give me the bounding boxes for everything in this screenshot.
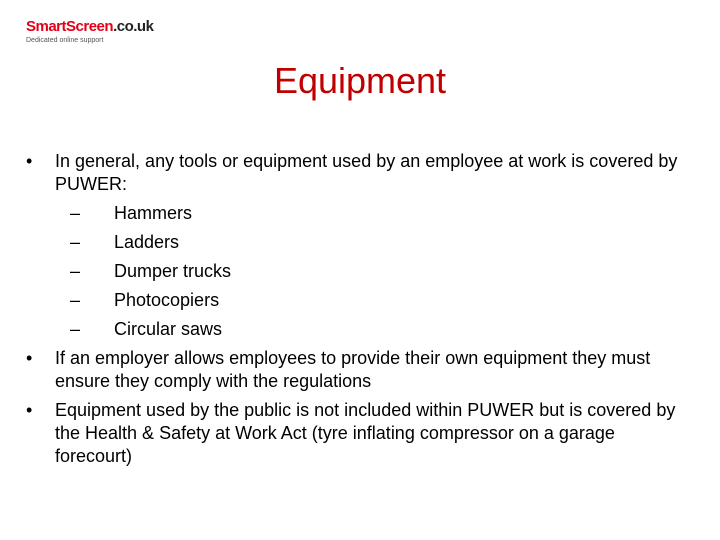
sub-dash: –: [70, 319, 81, 339]
brand-logo: [26, 18, 153, 45]
bullet-item: [26, 399, 686, 468]
logo-wordmark: [26, 18, 153, 35]
bullet-dot: •: [26, 348, 33, 368]
bullet-item: [26, 150, 686, 341]
slide-content: [26, 150, 686, 474]
logo-tagline: Dedicated online support: [26, 37, 104, 44]
sub-item: [55, 260, 686, 283]
sub-item: [55, 289, 686, 312]
sub-dash: –: [70, 203, 81, 223]
bullet-item: [26, 347, 686, 393]
sub-item: [55, 231, 686, 254]
slide-title: Equipment: [273, 60, 447, 101]
bullet-dot: •: [26, 400, 33, 420]
bullet-text: In general, any tools or equipment used by an employee at work is covered by PUWER:: [55, 151, 678, 194]
sub-item-text: Dumper trucks: [114, 261, 232, 281]
bullet-text: Equipment used by the public is not included within PUWER but is covered by the Health & Safety at Work Act (tyre inflating compressor on a garage forecourt): [55, 400, 676, 466]
sub-item: [55, 318, 686, 341]
sub-dash: –: [70, 261, 81, 281]
sub-item-text: Photocopiers: [114, 290, 220, 310]
sub-item-text: Ladders: [114, 232, 180, 252]
sub-item-text: Circular saws: [114, 319, 223, 339]
bullet-text: If an employer allows employees to provide their own equipment they must ensure they comply with the regulations: [55, 348, 651, 391]
sub-item: [55, 202, 686, 225]
sub-item-text: Hammers: [114, 203, 193, 223]
sub-dash: –: [70, 232, 81, 252]
sub-dash: –: [70, 290, 81, 310]
logo-brand-text: SmartScreen: [26, 18, 114, 35]
bullet-dot: •: [26, 151, 33, 171]
logo-domain-text: .co.uk: [113, 18, 154, 35]
